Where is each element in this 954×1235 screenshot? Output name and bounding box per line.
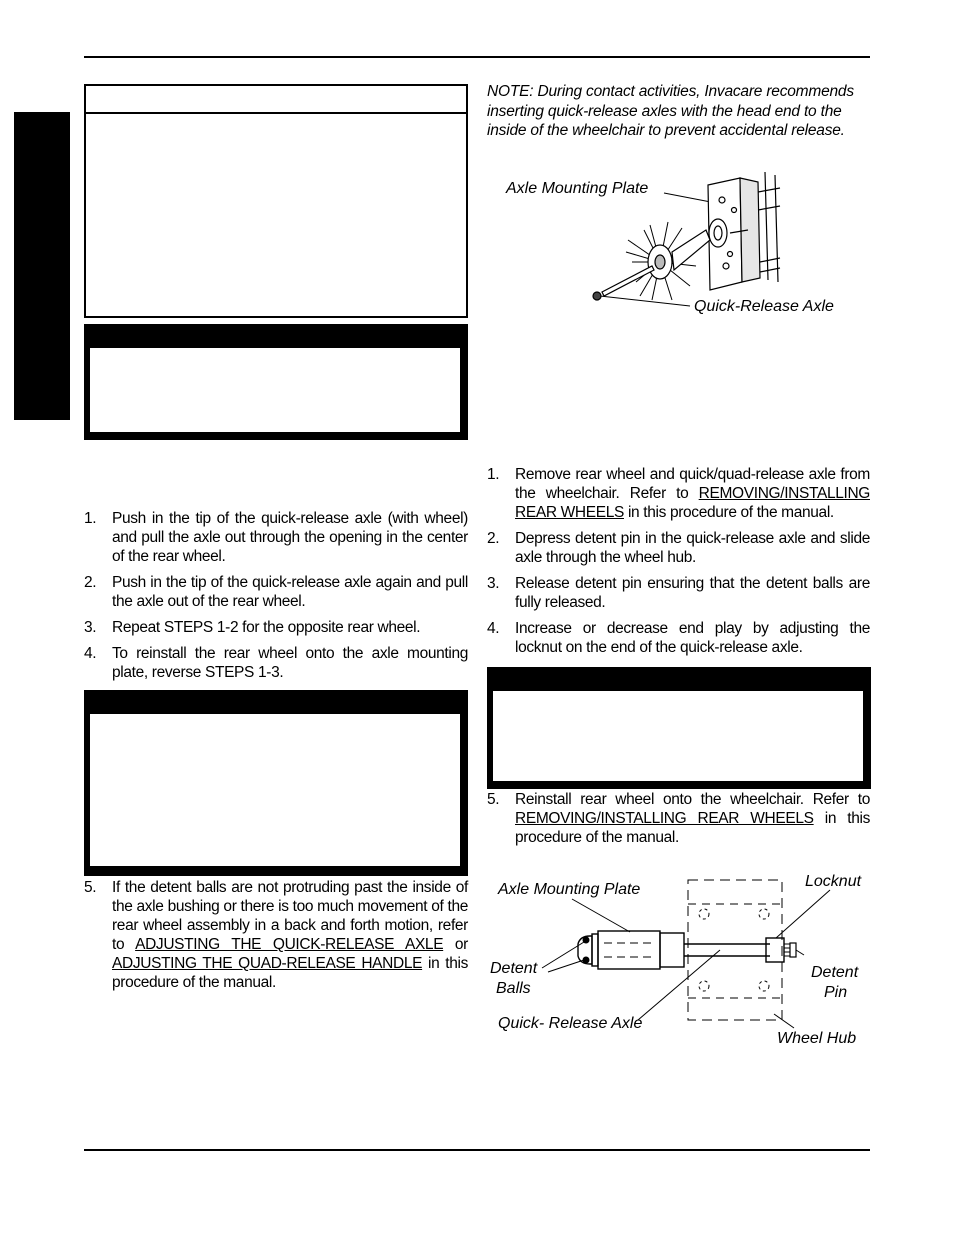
removal-step-1: 1. Push in the tip of the quick-release axle (with wheel) and pull the axle out through the opening in the center of the rear wheel. xyxy=(84,510,468,565)
fig1-axle-mounting-plate-label: Axle Mounting Plate xyxy=(506,180,649,197)
adjust-step-5: 5. Reinstall rear wheel onto the wheelchair. Refer to REMOVING/INSTALLING REAR WHEELS in this procedure of the manual. xyxy=(487,791,870,846)
adjust-step-1: 1. Remove rear wheel and quick/quad-release axle from the wheelchair. Refer to REMOVING/INSTALLING REAR WHEELS in this procedure of the manual. xyxy=(487,466,870,521)
contact-activities-note: NOTE: During contact activities, Invacare recommends inserting quick-release axles with the head end to the inside of the wheelchair to prevent accidental release. xyxy=(487,83,854,139)
removing-installing-rear-wheels-link-2[interactable]: REMOVING/INSTALLING REAR WHEELS xyxy=(515,810,814,827)
fig2-wheel-hub-label: Wheel Hub xyxy=(777,1030,857,1047)
adjust-step-3: 3. Release detent pin ensuring that the detent balls are fully released. xyxy=(487,575,870,611)
removing-installing-rear-wheels-link-1[interactable]: REMOVING/INSTALLING REAR WHEELS xyxy=(515,485,870,521)
removal-step-5: 5. If the detent balls are not protruding past the inside of the axle bushing or there is too much movement of the rear wheel assembly in a back and forth motion, refer to ADJUSTING THE QUICK-RELEASE AXLE or ADJUSTING THE QUAD-RELEASE HANDLE in this procedure of the manual. xyxy=(84,879,469,991)
removal-step-2: 2. Push in the tip of the quick-release axle again and pull the axle out of the rear wheel. xyxy=(84,574,468,610)
fig2-locknut-label: Locknut xyxy=(805,873,862,890)
adjust-step-4: 4. Increase or decrease end play by adjusting the locknut on the end of the quick-release axle. xyxy=(487,620,870,656)
fig2-axle-mounting-plate-label: Axle Mounting Plate xyxy=(498,881,641,898)
removal-step-4: 4. To reinstall the rear wheel onto the axle mounting plate, reverse STEPS 1-3. xyxy=(84,645,468,681)
fig2-detent-pin-label-1: Detent xyxy=(811,964,859,981)
fig2-detent-pin-label-2: Pin xyxy=(824,984,848,1001)
fig2-quick-release-axle-label: Quick- Release Axle xyxy=(498,1015,643,1032)
adjust-quad-release-handle-link[interactable]: ADJUSTING THE QUAD-RELEASE HANDLE xyxy=(112,955,423,972)
adjust-step-2: 2. Depress detent pin in the quick-release axle and slide axle through the wheel hub. xyxy=(487,530,870,566)
fig1-quick-release-axle-label: Quick-Release Axle xyxy=(694,298,834,315)
adjust-quick-release-axle-link[interactable]: ADJUSTING THE QUICK-RELEASE AXLE xyxy=(135,936,444,953)
fig2-detent-balls-label-1: Detent xyxy=(490,960,538,977)
fig2-detent-balls-label-2: Balls xyxy=(496,980,531,997)
removal-step-3: 3. Repeat STEPS 1-2 for the opposite rear wheel. xyxy=(84,619,421,636)
